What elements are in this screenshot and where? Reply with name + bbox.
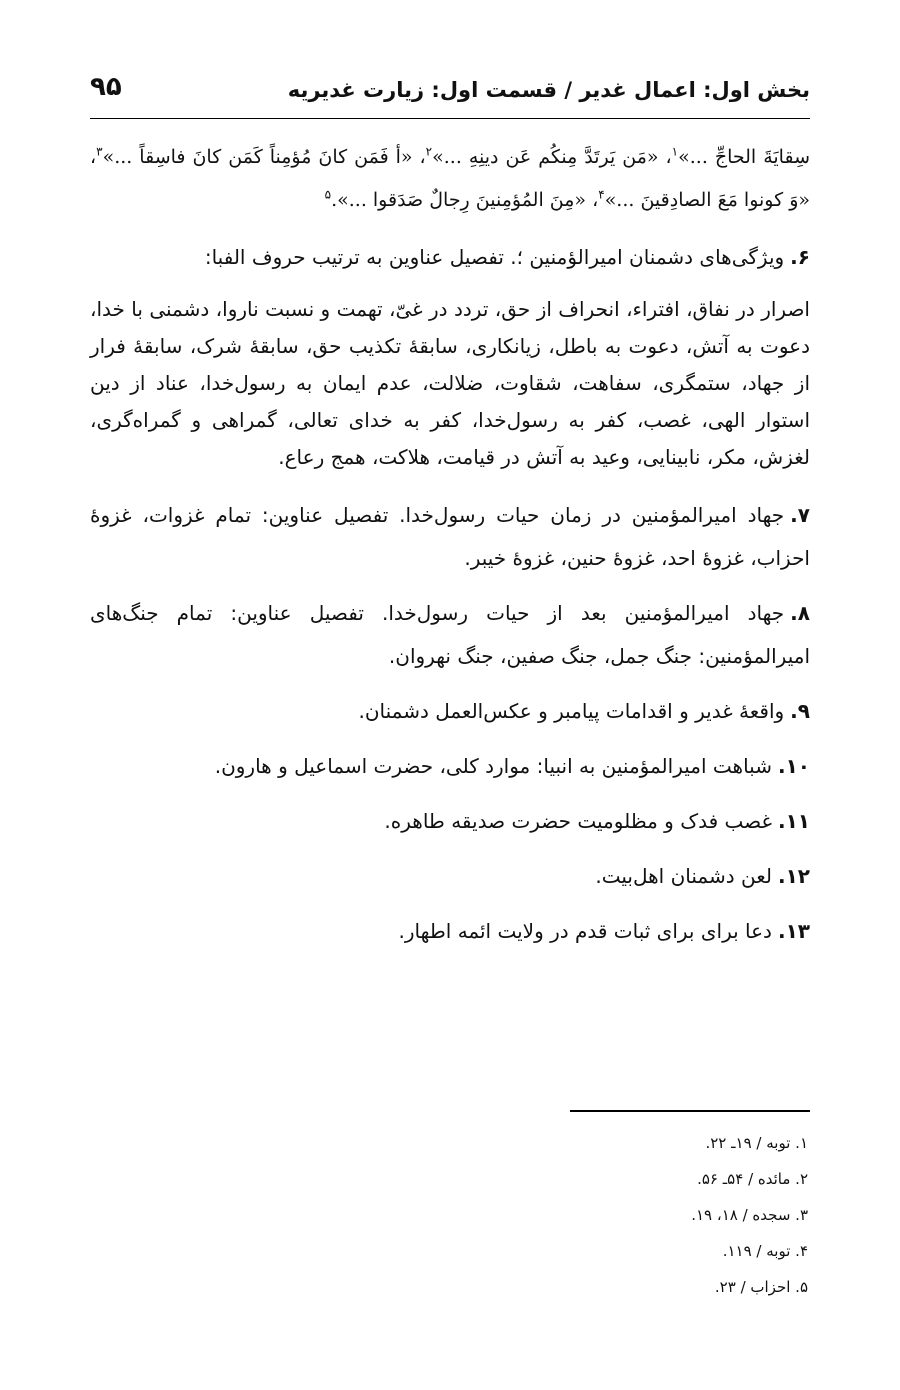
footnote-4: ۴. توبه / ۱۱۹. xyxy=(722,1242,808,1260)
page-number: ۹۵ xyxy=(90,72,122,102)
item-11 xyxy=(90,800,810,843)
quote-2: ، «مَن يَرتَدَّ مِنكُم عَن دينِهِ ...» xyxy=(432,146,672,168)
footnote-ref-4: ۴ xyxy=(598,187,605,202)
item-8 xyxy=(90,592,810,678)
quote-1: سِقايَةَ الحاجِّ ...» xyxy=(678,146,810,168)
item-number: ۸. xyxy=(790,601,810,625)
item-number: ۱۲. xyxy=(777,864,810,888)
item-text: شباهت امیرالمؤمنین به انبیا: موارد کلی، حضرت اسماعیل و هارون. xyxy=(214,754,772,778)
item-text: جهاد امیرالمؤمنین در زمان حیات رسول‌خدا. تفصیل عناوین: تمام غزوات، غزوۀ احزاب، غزوۀ احد، غزوۀ حنین، غزوۀ خیبر. xyxy=(90,503,810,570)
item-text: واقعۀ غدیر و اقدامات پیامبر و عکس‌العمل دشمنان. xyxy=(358,699,785,723)
header-rule xyxy=(90,118,810,119)
item-10 xyxy=(90,745,810,788)
item-number: ۱۳. xyxy=(777,919,810,943)
footnotes xyxy=(691,1125,808,1305)
footnote-ref-5: ۵ xyxy=(324,187,332,202)
page-header xyxy=(90,70,810,114)
footnote-5: ۵. احزاب / ۲۳. xyxy=(714,1278,808,1296)
footnote-3: ۳. سجده / ۱۸، ۱۹. xyxy=(691,1206,808,1224)
quran-quotes xyxy=(90,136,810,222)
item-12 xyxy=(90,855,810,898)
running-title: بخش اول: اعمال غدیر / قسمت اول: زیارت غدیریه xyxy=(287,78,810,102)
quote-3: ، «أ فَمَن كانَ مُؤمِناً كَمَن كانَ فاسِقاً ...» xyxy=(102,146,426,168)
main-text xyxy=(90,136,810,965)
item-9 xyxy=(90,690,810,733)
paragraph-text: اصرار در نفاق، افتراء، انحراف از حق، تردد در غیّ، تهمت و نسبت ناروا، دشمنی با خدا، دعوت به آتش، دعوت به باطل، زیانکاری، سابقۀ تکذیب حق، سابقۀ شرک، سابقۀ فرار از جهاد، ستمگری، سفاهت، شقاوت، ضلالت، عدم ایمان به رسول‌خدا، عناد از دین استوار الهی، غصب، کفر به رسول‌خدا، کفر به خدای تعالی، گمراهی و گمراه‌گری، لغزش، مکر، نابینایی، وعید به آتش در قیامت، هلاکت، همج رعاع. xyxy=(90,297,810,469)
footnote-2: ۲. مائده / ۵۴ـ ۵۶. xyxy=(697,1170,808,1188)
item-number: ۹. xyxy=(790,699,810,723)
item-6 xyxy=(90,236,810,279)
footnote-ref-3: ۳ xyxy=(96,144,103,159)
item-text: ویژگی‌های دشمنان امیرالؤمنین ؛. تفصیل عناوین به ترتیب حروف الفبا: xyxy=(204,245,785,269)
item-number: ۶. xyxy=(790,245,810,269)
attributes-list xyxy=(90,291,810,476)
footnote-1: ۱. توبه / ۱۹ـ ۲۲. xyxy=(705,1134,808,1152)
item-7 xyxy=(90,494,810,580)
item-text: لعن دشمنان اهل‌بیت. xyxy=(595,864,772,888)
footnote-separator xyxy=(570,1110,810,1112)
item-number: ۱۱. xyxy=(777,809,810,833)
item-text: غصب فدک و مظلومیت حضرت صدیقه طاهره. xyxy=(384,809,772,833)
footnote-ref-2: ۲ xyxy=(425,144,433,159)
item-text: جهاد امیرالمؤمنین بعد از حیات رسول‌خدا. تفصیل عناوین: تمام جنگ‌های امیرالمؤمنین: جنگ جمل، جنگ صفین، جنگ نهروان. xyxy=(90,601,810,668)
quote-4: ، «وَ كونوا مَعَ الصادِقينَ ...» xyxy=(90,146,810,211)
item-number: ۱۰. xyxy=(777,754,810,778)
item-number: ۷. xyxy=(790,503,810,527)
quote-5: ، «مِنَ المُؤمِنينَ رِجالٌ صَدَقوا ...». xyxy=(331,189,599,211)
footnote-ref-1: ۱ xyxy=(671,144,679,159)
item-text: دعا برای برای ثبات قدم در ولایت ائمه اطهار. xyxy=(398,919,772,943)
item-13 xyxy=(90,910,810,953)
